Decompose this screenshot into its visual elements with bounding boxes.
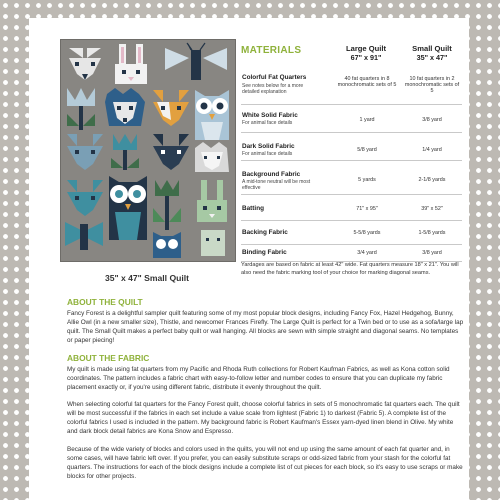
firefly-block-2: [65, 222, 103, 250]
col-large-size: 67" x 91": [350, 53, 382, 62]
fox-block-4: [153, 134, 189, 170]
row-small-value: 10 fat quarters in 2 monochromatic sets of 5: [404, 76, 460, 95]
col-large-name: Large Quilt: [345, 44, 387, 53]
pattern-page: [29, 18, 469, 500]
table-row: [241, 194, 462, 221]
table-row: [241, 104, 462, 133]
fox-block-3: [67, 134, 103, 170]
row-large-value: 3/4 yard: [357, 250, 377, 256]
col-small-name: Small Quilt: [412, 44, 452, 53]
quilt-image: [60, 39, 236, 262]
row-large-value: 40 fat quarters in 8 monochromatic sets of 5: [337, 76, 397, 89]
row-small-value: 1-5/8 yards: [418, 230, 446, 236]
col-small-size: 35" x 47": [416, 53, 448, 62]
row-small-value: 1/4 yard: [422, 147, 442, 153]
about-fabric-p3: Because of the wide variety of blocks and colors used in the quilts, you will not end up using the same amount of each fat quarter and, in some cases, will have fabric left over. If you prefer, you can easily substitute scraps or odd-sized fabric from your stash for the colorful fat quarters. The instructions for each of the block designs include a complete list of cut pieces for each block, so it's easy to use scraps or make blocks for other projects.: [67, 446, 463, 481]
table-row: [241, 220, 462, 245]
row-large-value: 1 yard: [359, 117, 375, 123]
row-name: Colorful Fat Quarters: [242, 74, 307, 81]
about-fabric-p1: My quilt is made using fat quarters from my Pacific and Rhoda Ruth collections for Robert Kaufman Fabrics, as well as Kona cotton solid coordinates. The pattern includes a fabric chart with easy-to-follow letter and number codes to ensure that you can duplicate my fabric placement exactly or, if you're using different fabric, distribute it evenly throughout the quilt.: [67, 366, 450, 392]
firefly-block-1: [165, 43, 227, 80]
fox-block-5: [67, 180, 103, 216]
quilt-illustration: [61, 40, 235, 261]
table-row: [241, 244, 462, 262]
row-large-value: 5-5/8 yards: [353, 230, 381, 236]
about-quilt-title: ABOUT THE QUILT: [67, 297, 143, 307]
row-name: Binding Fabric: [242, 249, 287, 256]
materials-title: MATERIALS: [241, 45, 302, 56]
fox-block-1: [69, 48, 101, 80]
row-note: A mid-tone neutral will be most effective: [242, 179, 311, 191]
row-small-value: 2-1/8 yards: [418, 177, 446, 183]
quilt-caption: 35" x 47" Small Quilt: [104, 273, 190, 283]
row-name: Backing Fabric: [242, 229, 288, 236]
row-note: For animal face details: [242, 120, 293, 126]
owl-block-1: [195, 90, 229, 140]
row-large-value: 5/8 yard: [357, 147, 377, 153]
row-name: White Solid Fabric: [242, 112, 298, 119]
bunny-block-1: [115, 44, 147, 84]
row-name: Dark Solid Fabric: [242, 143, 295, 150]
table-row: [241, 68, 462, 104]
row-note: For animal face details: [242, 151, 293, 157]
fox-block-2: [153, 90, 189, 126]
table-row: [241, 160, 462, 195]
col-small-quilt: [403, 44, 461, 62]
about-fabric-title: ABOUT THE FABRIC: [67, 353, 150, 363]
owl-block-3: [153, 232, 181, 258]
row-note: See notes below for a more detailed explanation: [242, 83, 304, 95]
about-quilt-text: Fancy Forest is a delightful sampler quilt featuring some of my most popular block designs, including Fancy Fox, Hazel Hedgehog, Bunny, Allie Owl (in a new smaller size), Thistle, and newcomer Frances Firefly. The Large Quilt is perfect for a Twin bed or to use as a sofa/large lap quilt. The Small Quilt makes a perfect baby quilt or wall hanging. All blocks are sewn with simple straight and diagonal seams. No templates or paper piecing!: [67, 310, 464, 345]
col-large-quilt: [335, 44, 397, 62]
row-name: Background Fabric: [242, 171, 301, 178]
thistle-block-3: [153, 180, 181, 230]
row-small-value: 39" x 52": [421, 206, 443, 212]
table-row: [241, 132, 462, 161]
owl-block-2: [109, 176, 147, 240]
about-fabric-p2: When selecting colorful fat quarters for the Fancy Forest quilt, choose colorful fabrics in sets of 5 monochromatic fat quarters each. The quilt will be most successful if the fabrics in each set include a value scale from lightest (Fabric 1) to darkest (Fabric 5). A complete list of the colorful fabrics I used is included in the pattern. My background fabric is Robert Kaufman's Essex yarn-dyed linen blend in Olive. My white and dark block detail fabrics are Kona Snow and Espresso.: [67, 401, 460, 436]
row-large-value: 5 yards: [358, 177, 376, 183]
row-large-value: 71" x 95": [356, 206, 378, 212]
hedgehog-block-2: [195, 142, 229, 172]
thistle-block-2: [111, 134, 139, 170]
yardage-note: Yardages are based on fabric at least 42" wide. Fat quarters measure 18" x 21". You will also need the fabric marking tool of your choice for marking diagonal seams.: [241, 262, 459, 276]
row-small-value: 3/8 yard: [422, 117, 442, 123]
row-name: Batting: [242, 205, 265, 212]
bunny-block-2: [197, 180, 227, 222]
bunny-block-3: [201, 230, 225, 256]
thistle-block-1: [67, 88, 95, 130]
row-small-value: 3/8 yard: [422, 250, 442, 256]
hedgehog-block: [105, 88, 145, 126]
